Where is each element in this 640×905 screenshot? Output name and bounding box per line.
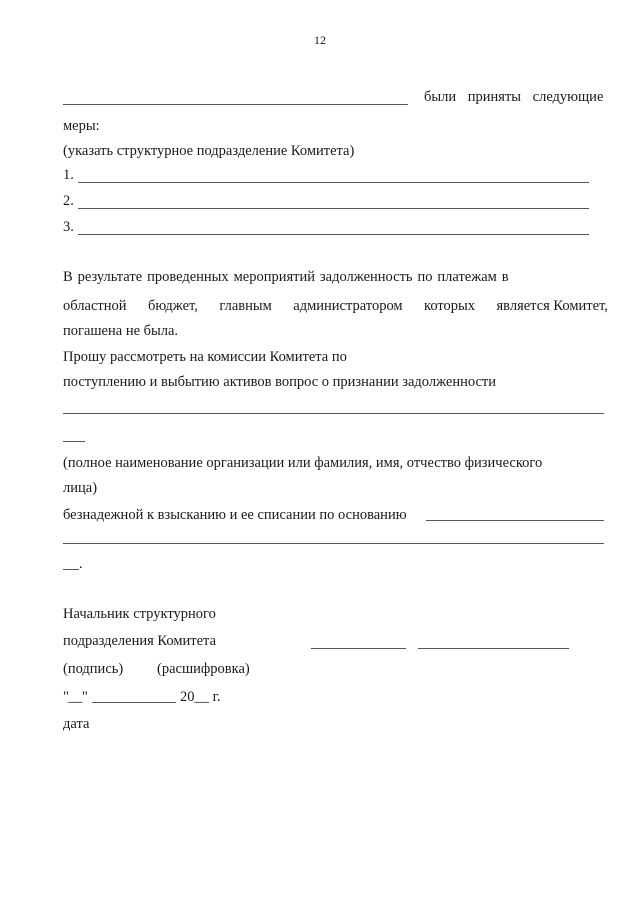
request-line2: поступлению и выбытию активов вопрос о признании задолженности: [63, 374, 497, 390]
org-hint-line2: лица): [63, 480, 98, 496]
end-period: .: [79, 556, 83, 572]
para1-line3: погашена не была.: [63, 323, 179, 339]
measure-line-1[interactable]: [78, 182, 589, 183]
measure-item-2: 2.: [63, 193, 74, 209]
para1-line2: [63, 297, 608, 315]
para1-word-d: администратором: [293, 298, 403, 314]
measures-taken-text: [424, 88, 604, 106]
date-day-quote: "__": [63, 689, 88, 705]
para1-word-f: является Комитет,: [496, 298, 608, 314]
measure-item-1: 1.: [63, 167, 74, 183]
debtor-fill-line[interactable]: [63, 413, 604, 414]
org-hint-line1: (полное наименование организации или фамилия, имя, отчество физического: [63, 455, 543, 471]
decode-label: (расшифровка): [157, 661, 250, 677]
debtor-fill-line-short[interactable]: [63, 441, 85, 442]
sign-label: (подпись): [63, 661, 124, 677]
date-label: дата: [63, 716, 90, 732]
measure-line-3[interactable]: [78, 234, 589, 235]
para1-word-b: бюджет,: [147, 298, 198, 314]
measures-taken-label: были приняты следующие: [424, 89, 604, 105]
para1-word-e: которых: [424, 298, 476, 314]
request-line1: Прошу рассмотреть на комиссии Комитета по: [63, 349, 347, 365]
decode-fill-line[interactable]: [418, 648, 569, 649]
basis-fill-line[interactable]: [426, 520, 604, 521]
signature-fill-line[interactable]: [311, 648, 406, 649]
measures-word: меры:: [63, 118, 100, 134]
fill-line-subdivision[interactable]: [63, 104, 408, 105]
date-year: 20__ г.: [180, 689, 221, 705]
signer-title-line1: Начальник структурного: [63, 606, 216, 622]
page-number: 12: [314, 33, 326, 47]
signer-title-line2: подразделения Комитета: [63, 633, 217, 649]
instruction-text: (указать структурное подразделение Комитета): [63, 143, 355, 159]
date-month-fill-line[interactable]: [92, 702, 176, 703]
para1-line1: В результате проведенных мероприятий задолженность по платежам в: [63, 269, 509, 285]
measure-item-3: 3.: [63, 219, 74, 235]
measure-line-2[interactable]: [78, 208, 589, 209]
para1-word-c: главным: [219, 298, 272, 314]
para1-word-a: областной: [63, 298, 127, 314]
basis-fill-line-2[interactable]: [63, 543, 604, 544]
writeoff-line-text: безнадежной к взысканию и ее списании по основанию: [63, 507, 407, 523]
basis-fill-line-short[interactable]: [63, 569, 79, 570]
